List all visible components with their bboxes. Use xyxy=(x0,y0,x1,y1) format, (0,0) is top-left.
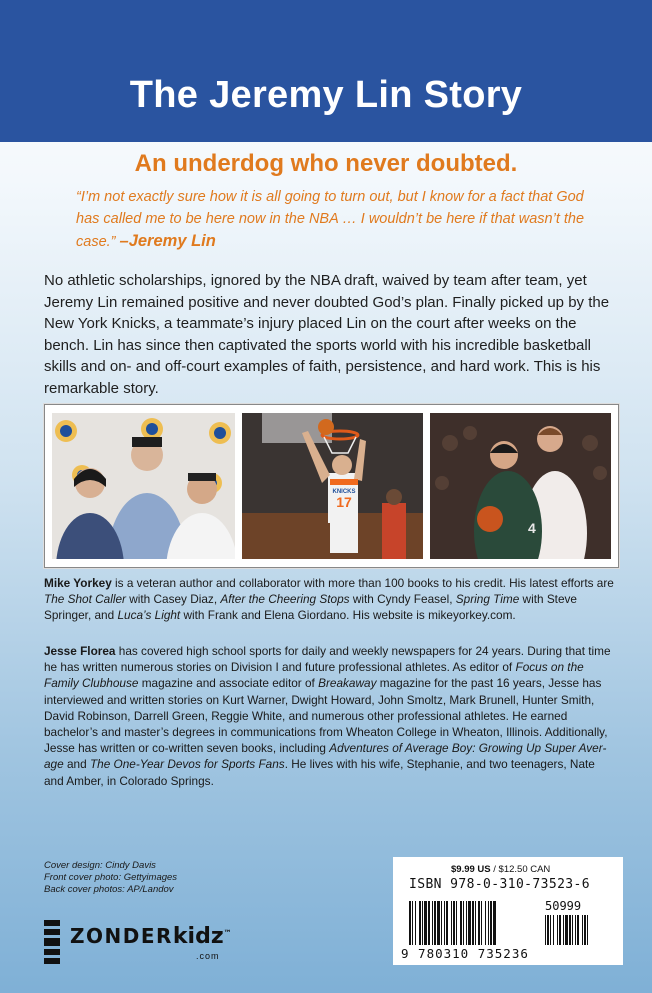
tagline: An underdog who never doubted. xyxy=(134,150,518,177)
book-title: The Jeremy Lin Story xyxy=(129,74,523,116)
bio-text: is a veteran author and collaborator with more than 100 books to his credit. His latest efforts are xyxy=(111,576,614,590)
author-name: Mike Yorkey xyxy=(44,576,112,590)
photo-strip xyxy=(44,404,619,568)
book-title-ref: The One-Year Devos for Sports Fans xyxy=(89,757,285,772)
price-addon-code: 50999 xyxy=(545,899,582,913)
photo-dunk xyxy=(242,413,423,559)
publisher-domain: .com xyxy=(196,951,220,961)
bio-text: with Frank and Elena Giordano. His website is mikeyorkey.com. xyxy=(180,608,516,623)
zonderkidz-mark-icon xyxy=(44,920,60,964)
barcode-digits: 9 780310 735236 xyxy=(401,946,529,961)
book-title-ref: Adventures of Average Boy: Growing Up Super Aver-age xyxy=(44,741,607,772)
cover-credits xyxy=(44,860,177,896)
bio-text: magazine for the past 16 years, Jesse has interviewed and written stories on Kurt Warner, Dwight Howard, John Smoltz, Mark Brunell, Hunter Smith, David Robinson, Darrell Green, Reggie White, and numerous other professional athletes. He earned bachelor’s and master’s degrees in communications from Wheaton College in Wheaton, Illinois. Additionally, Jesse has written or co-written seven books, including xyxy=(44,676,608,756)
publisher-logo xyxy=(44,918,254,968)
publisher-name xyxy=(70,924,233,949)
bio-text: with Cyndy Feasel, xyxy=(349,592,456,607)
author-bio-florea xyxy=(44,643,616,789)
price-can: / $12.50 CAN xyxy=(490,864,551,875)
book-title-ref: Spring Time xyxy=(455,592,520,607)
bio-text: with Casey Diaz, xyxy=(125,592,221,607)
magazine-title-ref: Breakaway xyxy=(318,676,377,691)
price-us: $9.99 US xyxy=(451,864,491,875)
book-title-ref: Luca’s Light xyxy=(117,608,181,623)
author-name: Jesse Florea xyxy=(44,644,116,658)
book-title-ref: The Shot Caller xyxy=(44,592,126,607)
brand-text: ZONDER xyxy=(70,924,173,948)
bio-text: magazine and associate editor of xyxy=(138,676,319,691)
bio-text: and xyxy=(63,757,90,772)
book-title-ref: After the Cheering Stops xyxy=(220,592,350,607)
barcode-panel xyxy=(393,857,623,965)
book-summary: No athletic scholarships, ignored by the NBA draft, waived by team after team, yet Jeremy Lin remained positive and never doubted God’s plan. Finally picked up by the New York Knicks, a teammate’s injury placed Lin on the court after weeks on the bench. Lin has since then captivated the sports world with his incredible basketball skills and on- and off-court examples of faith, persistence, and hard work. This is his remarkable story. xyxy=(44,272,610,397)
bio-text: has covered high school sports for daily and weekly newspapers for 24 years. During that time he has written numerous stories on Division I and future professional athletes. As editor of xyxy=(44,644,611,675)
credit-back-photo: Back cover photos: AP/Landov xyxy=(44,884,174,895)
title-banner xyxy=(0,0,652,142)
jersey-number: 17 xyxy=(336,494,352,510)
photo-high-school-game xyxy=(430,413,611,559)
quote-text: “I’m not exactly sure how it is all going to turn out, but I know for a fact that God has called me to be here now in the NBA … I wouldn’t be here if that wasn’t the case.” xyxy=(76,189,585,250)
trademark: ™ xyxy=(223,928,234,938)
pull-quote xyxy=(76,186,586,253)
magazine-title-ref: Focus on the Family Clubhouse xyxy=(44,660,584,691)
isbn-number: ISBN 978-0-310-73523-6 xyxy=(409,877,590,892)
jersey-text: KNICKS xyxy=(332,489,356,495)
bio-text: with Steve Springer, and xyxy=(44,592,577,623)
credit-front-photo: Front cover photo: Gettyimages xyxy=(44,872,178,883)
photo-family xyxy=(52,413,235,559)
author-bio-yorkey xyxy=(44,575,616,624)
quote-attribution: –Jeremy Lin xyxy=(119,232,216,250)
brand-bold-text: kidz xyxy=(172,924,224,949)
bio-text: . He lives with his wife, Stephanie, and two teenagers, Nate and Amber, in Colorado Springs. xyxy=(44,757,595,788)
credit-cover-design: Cover design: Cindy Davis xyxy=(44,860,156,871)
svg-text:4: 4 xyxy=(528,520,536,536)
price xyxy=(451,864,550,875)
